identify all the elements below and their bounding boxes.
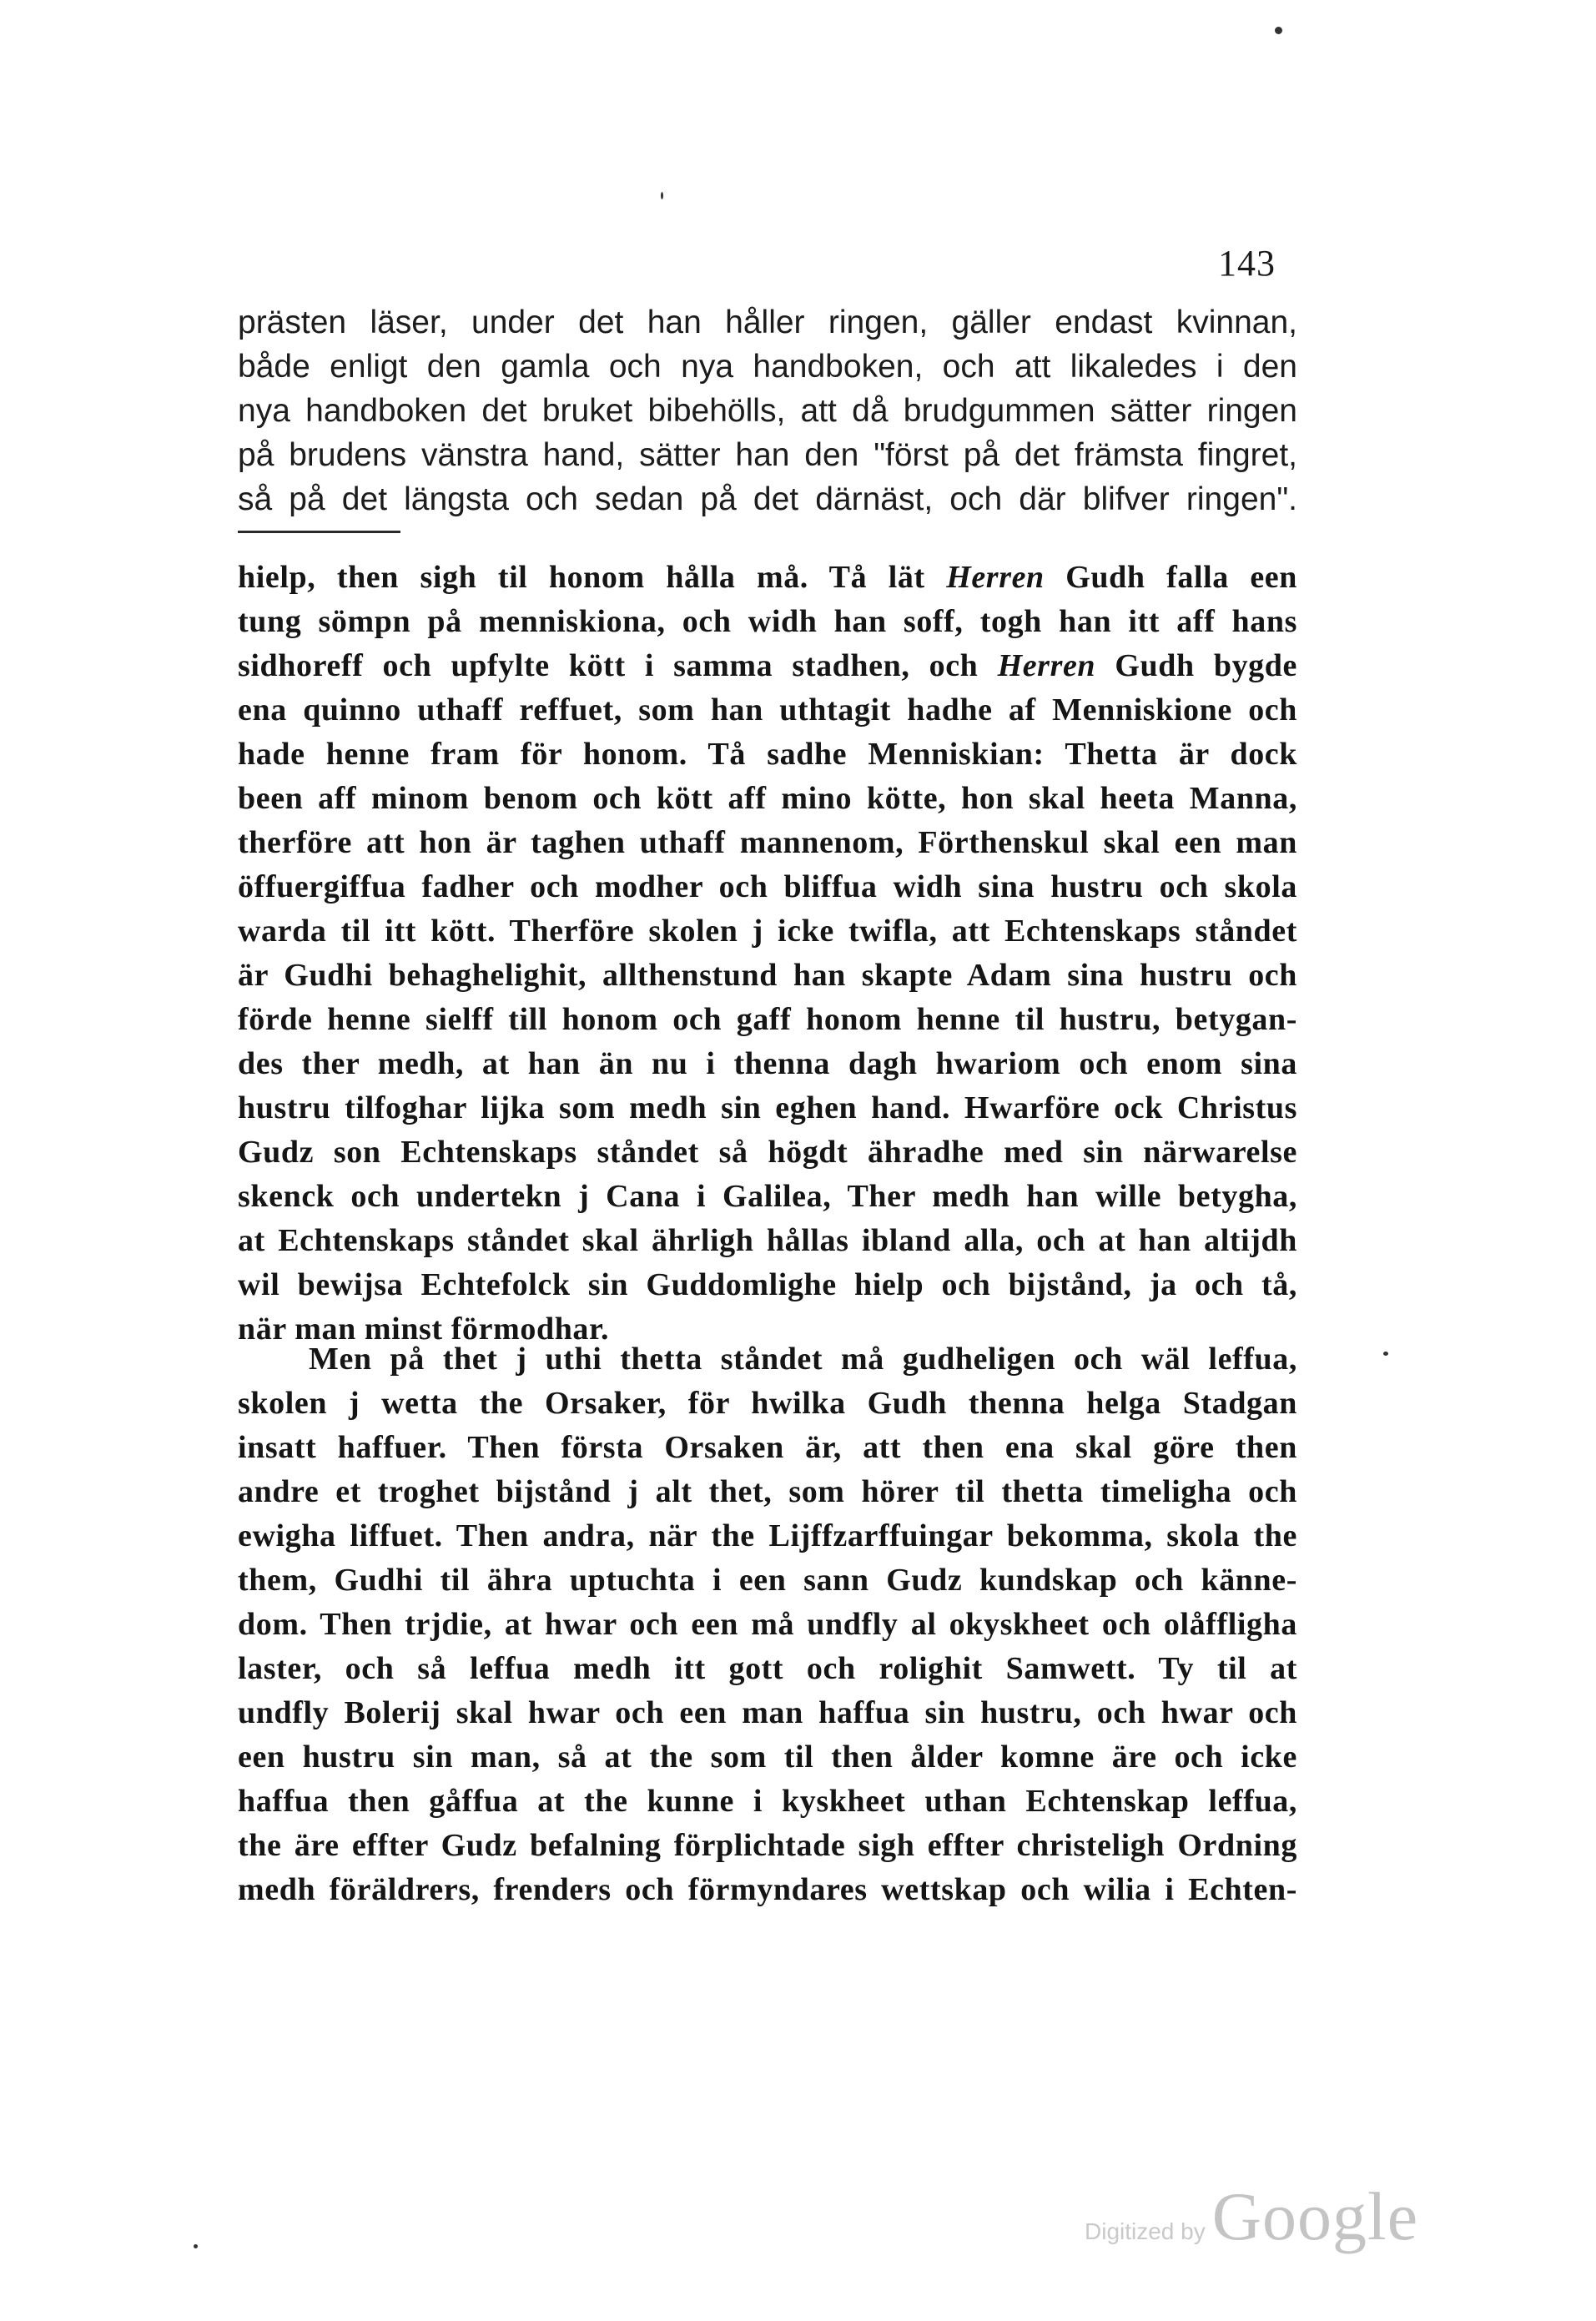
italic-word: Herren	[946, 560, 1045, 595]
text-line: nya handboken det bruket bibehölls, att då brudgummen sätter ringen	[238, 393, 1297, 429]
text-line: the äre effter Gudz befalning förplichtade sigh effter christeligh Ordning	[238, 1828, 1297, 1863]
text-line: at Echtenskaps ståndet skal ährligh hållas ibland alla, och at han altijdh	[238, 1223, 1297, 1258]
text-line: medh föräldrers, frenders och förmyndares wettskap och wilia i Echten-	[238, 1872, 1297, 1907]
text-line: them, Gudhi til ähra uptuchta i een sann Gudz kundskap och känne-	[238, 1563, 1297, 1598]
text-line: insatt haffuer. Then första Orsaken är, att then ena skal göre then	[238, 1430, 1297, 1465]
section-divider	[238, 531, 400, 533]
text-line: andre et troghet bijstånd j alt thet, som hörer til thetta timeligha och	[238, 1474, 1297, 1509]
text-line: skenck och undertekn j Cana i Galilea, Ther medh han wille betygha,	[238, 1179, 1297, 1214]
text-line: skolen j wetta the Orsaker, för hwilka Gudh thenna helga Stadgan	[238, 1386, 1297, 1421]
text-line: Men på thet j uthi thetta ståndet må gudheligen och wäl leffua,	[309, 1342, 1297, 1377]
text-line: prästen läser, under det han håller ringen, gäller endast kvinnan,	[238, 305, 1297, 340]
text-line: både enligt den gamla och nya handboken, och att likaledes i den	[238, 349, 1297, 385]
text-line: tung sömpn på menniskiona, och widh han soff, togh han itt aff hans	[238, 604, 1297, 639]
text-line: laster, och så leffua medh itt gott och rolighit Samwett. Ty til at	[238, 1651, 1297, 1686]
text-line: Gudz son Echtenskaps ståndet så högdt ähradhe med sin närwarelse	[238, 1135, 1297, 1170]
text-line: på brudens vänstra hand, sätter han den "först på det främsta fingret,	[238, 437, 1297, 473]
text-line: haffua then gåffua at the kunne i kyskheet uthan Echtenskap leffua,	[238, 1784, 1297, 1819]
text-line: när man minst förmodhar.	[238, 1312, 610, 1347]
scan-speck	[1383, 1352, 1388, 1356]
old-text-paragraph-2	[238, 1337, 1297, 1912]
text-line: warda til itt kött. Therföre skolen j icke twifla, att Echtenskaps ståndet	[238, 914, 1297, 949]
text-line: undfly Bolerij skal hwar och een man haffua sin hustru, och hwar och	[238, 1695, 1297, 1730]
text-line: förde henne sielff till honom och gaff honom henne til hustru, betygan-	[238, 1002, 1297, 1037]
text-line: dom. Then trjdie, at hwar och een må undfly al okyskheet och olåffligha	[238, 1607, 1297, 1642]
text-line: hade henne fram för honom. Tå sadhe Menniskian: Thetta är dock	[238, 737, 1297, 772]
italic-word: Herren	[997, 648, 1096, 683]
text-line: des ther medh, at han än nu i thenna dagh hwariom och enom sina	[238, 1046, 1297, 1081]
text-line: therföre att hon är taghen uthaff mannenom, Förthenskul skal een man	[238, 825, 1297, 860]
text-line: wil bewijsa Echtefolck sin Guddomlighe hielp och bijstånd, ja och tå,	[238, 1267, 1297, 1302]
scan-speck	[661, 192, 663, 199]
text-line: been aff minom benom och kött aff mino kötte, hon skal heeta Manna,	[238, 781, 1297, 816]
text-line: är Gudhi behaghelighit, allthenstund han skapte Adam sina hustru och	[238, 958, 1297, 993]
text-line: een hustru sin man, så at the som til then ålder komne äre och icke	[238, 1739, 1297, 1775]
page-number: 143	[1218, 243, 1276, 284]
text-line: hielp, then sigh til honom hålla må. Tå lät Herren Gudh falla een	[238, 560, 1297, 595]
text-line: så på det längsta och sedan på det därnäst, och där blifver ringen".	[238, 481, 1297, 517]
old-text-paragraph-1	[238, 556, 1297, 1352]
text-line: öffuergiffua fadher och modher och bliffua widh sina hustru och skola	[238, 869, 1297, 904]
scan-speck	[1275, 27, 1282, 34]
text-line: ewigha liffuet. Then andra, när the Lijffzarffuingar bekomma, skola the	[238, 1518, 1297, 1553]
note-paragraph	[238, 300, 1297, 521]
scan-speck	[194, 2244, 198, 2248]
text-line: hustru tilfoghar lijka som medh sin eghen hand. Hwarföre ock Christus	[238, 1090, 1297, 1125]
text-line: sidhoreff och upfylte kött i samma stadhen, och Herren Gudh bygde	[238, 648, 1297, 683]
text-line: ena quinno uthaff reffuet, som han uthtagit hadhe af Menniskione och	[238, 692, 1297, 728]
watermark-prefix: Digitized by	[1085, 2218, 1206, 2244]
google-watermark	[1085, 2178, 1418, 2256]
google-logo: Google	[1211, 2178, 1419, 2254]
